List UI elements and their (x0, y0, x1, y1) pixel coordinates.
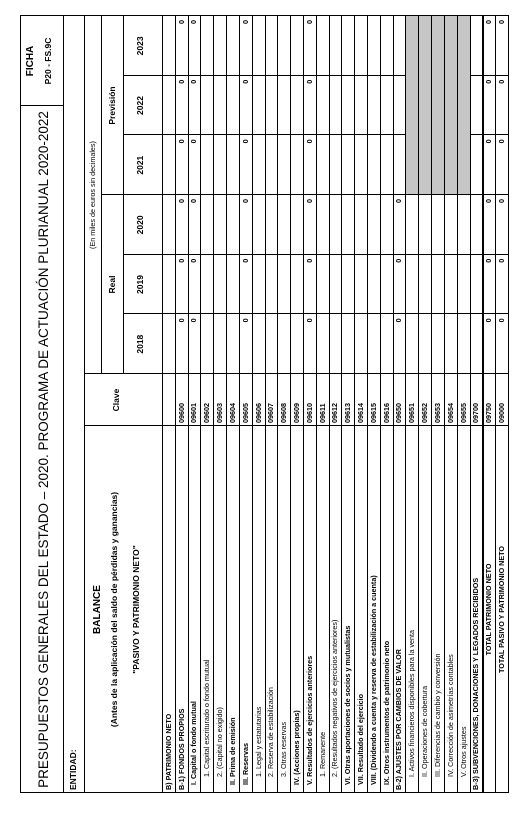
row-clave: 09611 (317, 403, 327, 423)
row-value: 0 (189, 258, 199, 263)
row-label: VIII. (Dividendo a cuenta y reserva de estabilización a cuenta) (368, 575, 378, 785)
row-value: 0 (240, 199, 250, 204)
row-divider (213, 16, 214, 793)
year-header-2020: 2020 (135, 215, 145, 235)
row-value: 0 (304, 258, 314, 263)
row-divider (341, 16, 342, 793)
row-label: VI. Otras aportaciones de socios y mutualistas (343, 625, 353, 785)
row-label: V. Resultados de ejercicios anteriores (304, 655, 314, 785)
row-label: I. Capital o fondo mutual (189, 701, 199, 785)
row-label: I. Activos financieros disponibles para la venta (407, 629, 417, 777)
real-header: Real (107, 275, 117, 294)
row-value: 0 (484, 20, 494, 25)
year-header-2019: 2019 (135, 275, 145, 294)
row-divider (175, 16, 176, 793)
row-value: 0 (189, 79, 199, 84)
frame-bottom (508, 16, 509, 793)
row-clave: 09616 (381, 403, 391, 423)
row-label: III. Reservas (240, 743, 250, 785)
row-divider (277, 16, 278, 793)
row-label: 2. (Resultados negativos de ejercicios anteriores) (330, 619, 340, 777)
balance-title: BALANCE (92, 585, 103, 634)
row-label: B) PATRIMONIO NETO (163, 713, 173, 790)
row-clave: 09603 (215, 403, 225, 423)
row-label: TOTAL PASIVO Y PATRIMONIO NETO (496, 546, 506, 673)
row-divider (367, 16, 368, 793)
row-value: 0 (189, 20, 199, 25)
shaded-cell (458, 16, 470, 194)
row-label: V. Otros ajustes (458, 726, 468, 777)
row-clave: 09608 (279, 403, 289, 423)
row-value: 0 (304, 318, 314, 323)
shaded-cell (445, 16, 457, 194)
row-divider (418, 16, 419, 793)
row-clave: 09700 (471, 403, 481, 423)
row-label: 2. (Capital no exigido) (215, 707, 225, 777)
row-value: 0 (304, 199, 314, 204)
title-bottom (63, 16, 64, 793)
row-value: 0 (240, 318, 250, 323)
row-clave: 09614 (356, 403, 366, 423)
row-label: B-2) AJUSTES POR CAMBIOS DE VALOR (394, 649, 404, 790)
row-value: 0 (484, 318, 494, 323)
row-clave: 09605 (240, 403, 250, 423)
row-value: 0 (496, 318, 506, 323)
prevision-header: Previsión (107, 86, 117, 125)
row-value: 0 (394, 258, 404, 263)
document-title: PRESUPUESTOS GENERALES DEL ESTADO – 2020. PROGRAMA DE ACTUACIÓN PLURIANUAL 2020-2022 (36, 111, 51, 788)
row-clave: 09652 (420, 403, 430, 423)
clave-header: Clave (111, 388, 121, 412)
row-label: II. Prima de emisión (227, 717, 237, 785)
row-value: 0 (189, 199, 199, 204)
frame-top (20, 16, 21, 793)
row-value: 0 (176, 79, 186, 84)
row-divider (200, 16, 201, 793)
ficha-code: P20 - FS.9C (43, 37, 53, 85)
row-value: 0 (496, 139, 506, 144)
row-value: 0 (240, 258, 250, 263)
row-label: TOTAL PATRIMONIO NETO (484, 563, 494, 656)
row-label: 3. Otras reservas (279, 721, 289, 777)
row-value: 0 (394, 318, 404, 323)
row-clave: 09653 (432, 403, 442, 423)
row-clave: 09651 (407, 403, 417, 423)
row-label: 1. Legal y estatutarias (253, 706, 263, 777)
row-clave: 09604 (227, 403, 237, 423)
group-divider (123, 16, 124, 374)
row-clave: 09615 (368, 403, 378, 423)
row-value: 0 (496, 20, 506, 25)
year-header-2018: 2018 (135, 334, 145, 354)
row-label: 1. Remanente (317, 731, 327, 777)
row-label: IV. Corrección de asimetrías contables (445, 654, 455, 777)
row-label: B-3) SUBVENCIONES, DONACIONES Y LEGADOS RECIBIDOS (471, 577, 481, 790)
row-label: III. Diferencias de cambio y conversión (432, 653, 442, 777)
row-value: 0 (240, 139, 250, 144)
row-clave: 09600 (176, 403, 186, 423)
row-clave: 09602 (202, 403, 212, 423)
row-clave: 09607 (266, 403, 276, 423)
row-divider (444, 16, 445, 793)
row-value: 0 (496, 79, 506, 84)
row-value: 0 (176, 139, 186, 144)
row-divider (239, 16, 240, 793)
row-value: 0 (189, 318, 199, 323)
row-value: 0 (496, 199, 506, 204)
balance-subtitle: (Antes de la aplicación del saldo de pérdidas y ganancias) (109, 491, 119, 728)
row-value: 0 (176, 258, 186, 263)
row-value: 0 (189, 139, 199, 144)
row-divider (354, 16, 355, 793)
row-label: B-1) FONDOS PROPIOS (176, 708, 186, 790)
row-clave: 09654 (445, 403, 455, 423)
row-value: 0 (240, 79, 250, 84)
row-clave: 09610 (304, 403, 314, 423)
row-divider (265, 16, 266, 793)
row-divider (457, 16, 458, 793)
row-divider (252, 16, 253, 793)
row-label: 2. Reserva de estabilización (266, 687, 276, 777)
year-header-2023: 2023 (135, 36, 145, 56)
row-value: 0 (176, 318, 186, 323)
row-divider (316, 16, 317, 793)
units-divider (101, 16, 102, 374)
row-clave: 09612 (330, 403, 340, 423)
row-clave: 09606 (253, 403, 263, 423)
row-value: 0 (394, 199, 404, 204)
row-clave: 09613 (343, 403, 353, 423)
units-label: (En miles de euros sin decimales) (88, 141, 97, 249)
header-bottom (162, 16, 163, 793)
entidad-bottom (84, 16, 85, 793)
row-divider (226, 16, 227, 793)
row-label: IX. Otros instrumentos de patrimonio neto (381, 640, 391, 785)
row-divider (380, 16, 381, 793)
row-label: IV. (Acciones propias) (291, 710, 301, 785)
row-value: 0 (484, 79, 494, 84)
row-clave: 09000 (496, 403, 506, 423)
row-clave: 09655 (458, 403, 468, 423)
row-value: 0 (304, 79, 314, 84)
row-clave: 09609 (291, 403, 301, 423)
year-header-2022: 2022 (135, 96, 145, 115)
row-clave: 09750 (484, 403, 494, 423)
row-value: 0 (304, 139, 314, 144)
row-divider (405, 16, 406, 793)
row-divider (329, 16, 330, 793)
row-value: 0 (484, 199, 494, 204)
row-divider (290, 16, 291, 793)
shaded-cell (432, 16, 444, 194)
ficha-label: FICHA (25, 45, 36, 77)
row-divider (431, 16, 432, 793)
year-header-2021: 2021 (135, 155, 145, 175)
row-value: 0 (496, 258, 506, 263)
row-clave: 09601 (189, 403, 199, 423)
row-value: 0 (240, 20, 250, 25)
totals-rule (482, 16, 484, 793)
shaded-cell (419, 16, 431, 194)
row-clave: 09650 (394, 403, 404, 423)
row-value: 0 (176, 199, 186, 204)
entidad-label: ENTIDAD: (68, 749, 78, 790)
row-value: 0 (304, 20, 314, 25)
row-label: VII. Resultado del ejercicio (356, 693, 366, 785)
row-divider (188, 16, 189, 793)
row-value: 0 (176, 20, 186, 25)
row-label: 1. Capital escriturado o fondo mutual (202, 659, 212, 777)
row-value: 0 (484, 258, 494, 263)
section-subtitle: "PASIVO Y PATRIMONIO NETO" (131, 545, 141, 674)
row-value: 0 (484, 139, 494, 144)
row-label: II. Operaciones de cobertura (420, 685, 430, 777)
shaded-cell (406, 16, 418, 194)
row-divider (303, 16, 304, 793)
